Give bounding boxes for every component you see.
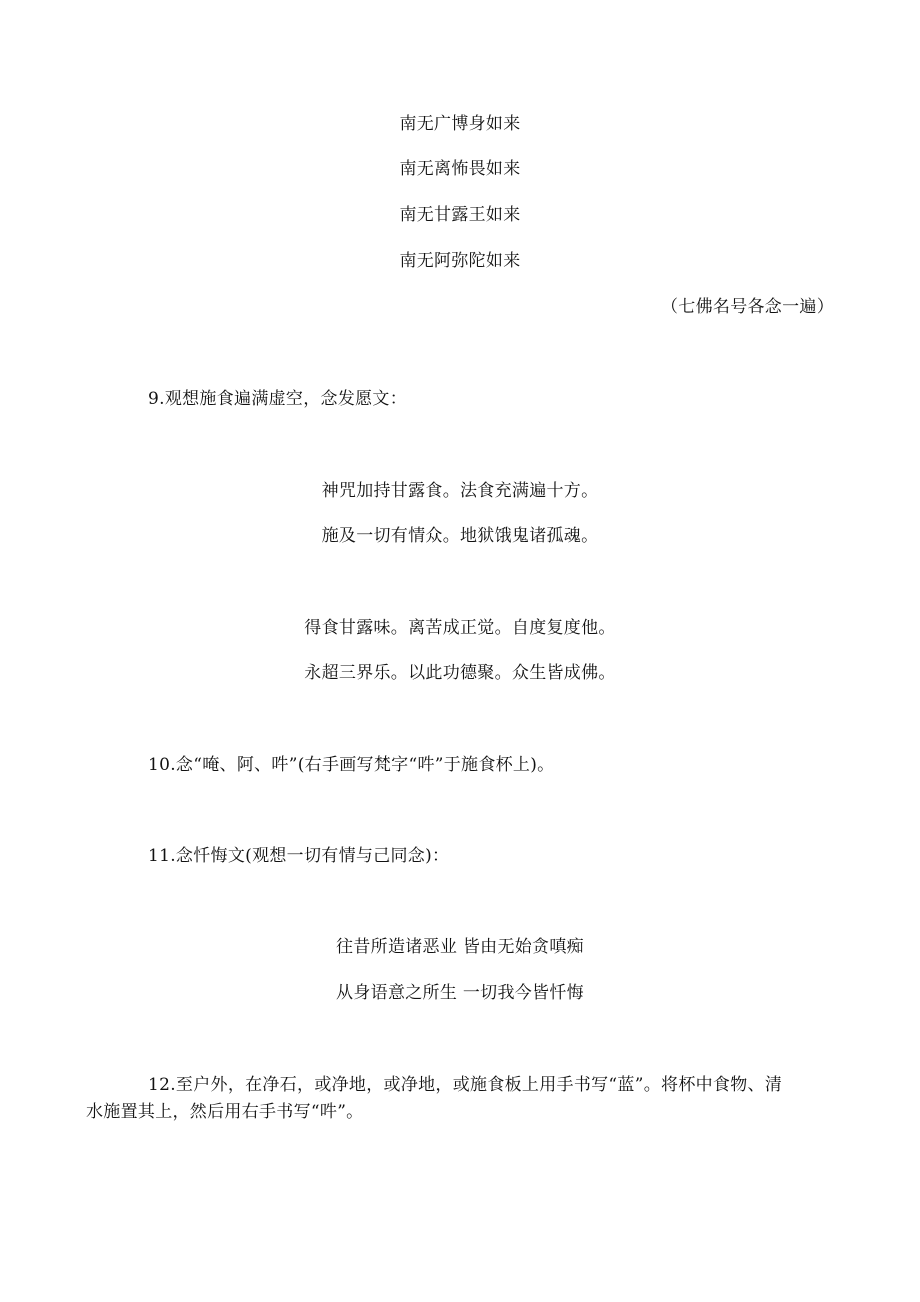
step-11-heading: 11.念忏悔文(观想一切有情与己同念)： xyxy=(148,846,450,866)
buddha-name-line: 南无甘露王如来 xyxy=(399,205,521,225)
vow-verse-line: 永超三界乐。以此功德聚。众生皆成佛。 xyxy=(304,663,616,683)
repentance-verse-line: 往昔所造诸恶业 皆由无始贪嗔痴 xyxy=(336,937,584,957)
recitation-note: （七佛名号各念一遍） xyxy=(661,297,834,317)
repentance-verse-line: 从身语意之所生 一切我今皆忏悔 xyxy=(336,983,584,1003)
buddha-name-line: 南无离怖畏如来 xyxy=(399,159,521,179)
vow-verse-line: 神咒加持甘露食。法食充满遍十方。 xyxy=(321,481,599,501)
buddha-name-line: 南无广博身如来 xyxy=(399,114,521,134)
step-12-paragraph-line-1: 12.至户外，在净石，或净地，或净地，或施食板上用手书写“蓝”。将杯中食物、清 xyxy=(148,1075,783,1095)
vow-verse-line: 施及一切有情众。地狱饿鬼诸孤魂。 xyxy=(321,526,599,546)
vow-verse-line: 得食甘露味。离苦成正觉。自度复度他。 xyxy=(304,618,616,638)
step-10-heading: 10.念“唵、阿、吽”(右手画写梵字“吽”于施食杯上)。 xyxy=(148,755,555,775)
step-12-paragraph-line-2: 水施置其上，然后用右手书写“吽”。 xyxy=(86,1102,364,1122)
buddha-name-line: 南无阿弥陀如来 xyxy=(399,251,521,271)
step-9-heading: 9.观想施食遍满虚空，念发愿文： xyxy=(148,389,408,409)
